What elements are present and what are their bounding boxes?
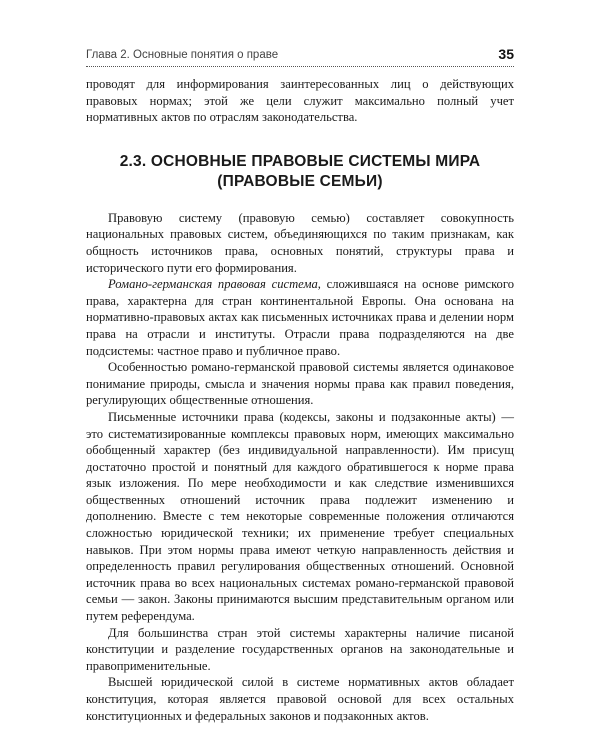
paragraph-2-text: , сложившаяся на основе римского права, характерна для стран континентальной Европы. Она основана на нормативно-правовых актах как письменных источниках права и делении норм права на отрасли и институты. Отрасли права подразделяются на две подсистемы: частное право и публичное право. [86, 277, 514, 358]
page-number: 35 [498, 46, 514, 62]
section-heading [86, 152, 514, 192]
intro-paragraph: проводят для информирования заинтересованных лиц о действующих правовых нормах; этой же цели служит максимально полный учет нормативных актов по отраслям законодательства. [86, 77, 514, 125]
paragraph-2 [86, 276, 514, 359]
paragraph-3: Особенностью романо-германской правовой системы является одинаковое понимание природы, смысла и значения нормы права как правил поведения, регулирующих общественные отношения. [86, 360, 514, 408]
section-heading-line-2: (ПРАВОВЫЕ СЕМЬИ) [217, 172, 383, 190]
header-divider [86, 66, 514, 67]
running-header [86, 42, 514, 64]
paragraph-4: Письменные источники права (кодексы, законы и подзаконные акты) — это систематизированные комплексы правовых норм, имеющих максимально обобщенный характер (без индивидуальной направленности). Им присущ достаточно простой и понятный для каждого обратившегося к норме права язык изложения. По мере необходимости и как следствие изменившихся общественных отношений источник права подлежит изменению и дополнению. Вместе с тем некоторые современные положения отличаются сложностью юридической техники; их применение требует специальных навыков. При этом нормы права имеют четкую направленность действия и определенность правил регулирования общественных отношений. Основной источник права во всех национальных системах романо-германской правовой семьи — закон. Законы принимаются высшим представительным органом или путем референдума. [86, 409, 514, 624]
italic-term: Романо-германская правовая система [108, 277, 318, 292]
chapter-title: Глава 2. Основные понятия о праве [86, 49, 279, 61]
paragraph-1: Правовую систему (правовую семью) составляет совокупность национальных правовых систем, объединяющихся по таким признакам, как общность источников права, основных понятий, структуры права и исторического пути его формирования. [86, 210, 514, 275]
section-heading-line-1: 2.3. ОСНОВНЫЕ ПРАВОВЫЕ СИСТЕМЫ МИРА [119, 152, 481, 170]
paragraph-6: Высшей юридической силой в системе нормативных актов обладает конституция, которая является правовой основой для всех остальных конституционных и федеральных законов и подзаконных актов. [86, 675, 514, 723]
page-body [86, 76, 514, 724]
paragraph-5: Для большинства стран этой системы характерны наличие писаной конституции и разделение государственных органов на законодательные и правоприменительные. [86, 625, 514, 673]
